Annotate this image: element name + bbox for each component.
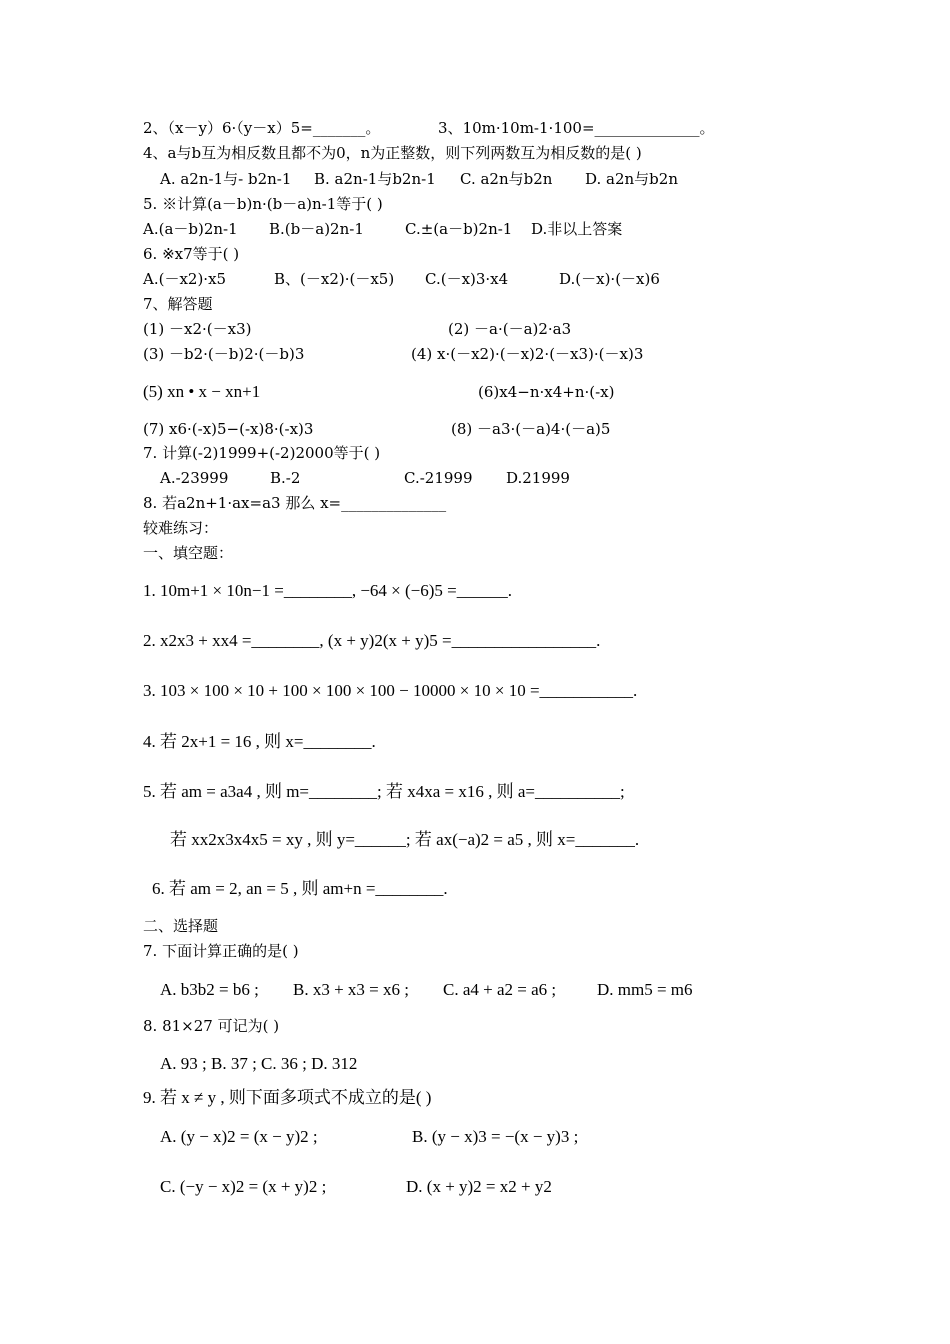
line-segment: 7. 下面计算正确的是( ): [143, 942, 299, 960]
option: A.-23999: [160, 469, 229, 487]
line-segment: 8. 81×27 可记为( ): [143, 1017, 280, 1035]
problem-line: [143, 195, 383, 213]
section-heading: [143, 519, 218, 537]
problem-line: [143, 245, 239, 263]
line-segment: 5. ※计算(a－b)n·(b－a)n-1等于( ): [143, 195, 383, 213]
option: B. (y − x)3 = −(x − y)3 ;: [412, 1127, 579, 1146]
option: D. mm5 = m6: [597, 980, 693, 999]
option-line: [143, 270, 660, 288]
line-segment: 二、选择题: [143, 917, 219, 935]
option: C.±(a－b)2n-1: [405, 220, 513, 238]
problem-line: [143, 444, 380, 462]
line-segment: 4. 若 2x+1 = 16 , 则 x=________.: [143, 732, 376, 751]
problem-line: [143, 144, 642, 162]
line-segment: 4、a与b互为相反数且都不为0，n为正整数，则下列两数互为相反数的是( ): [143, 144, 642, 162]
problem-line: [143, 345, 644, 363]
line-segment: 7. 计算(-2)1999+(-2)2000等于( ): [143, 444, 381, 462]
option: C. a4 + a2 = a6 ;: [443, 980, 557, 999]
line-segment: 6. ※x7等于( ): [143, 245, 240, 263]
option: B、(－x2)·(－x5): [274, 270, 395, 288]
line-segment: (1) －x2·(－x3): [143, 320, 252, 338]
problem-line: [143, 119, 715, 137]
line-segment: 9. 若 x ≠ y , 则下面多项式不成立的是( ): [143, 1088, 432, 1107]
option: D.21999: [506, 469, 570, 487]
line-segment: (6)x4−n·x4+n·(-x): [478, 383, 615, 401]
problem-line: [143, 632, 600, 650]
option: B. x3 + x3 = x6 ;: [293, 980, 409, 999]
option: A. a2n-1与- b2n-1: [160, 170, 292, 188]
line-segment: 2. x2x3 + xx4 =________, (x + y)2(x + y)5 =_________________.: [143, 631, 601, 650]
option: B.-2: [270, 469, 301, 487]
line-segment: (7) x6·(-x)5−(-x)8·(-x)3: [143, 420, 314, 438]
line-segment: 3、10m·10m-1·100=______________。: [438, 119, 715, 137]
option: A.(－x2)·x5: [143, 270, 227, 288]
problem-line: [143, 582, 512, 600]
line-segment: 一、填空题：: [143, 544, 234, 562]
section-heading: [143, 917, 218, 935]
problem-line: [152, 880, 448, 898]
option-line: [160, 1177, 552, 1196]
option-line: [160, 1055, 357, 1073]
option: A.(a－b)2n-1: [143, 220, 238, 238]
problem-line: [143, 382, 615, 401]
problem-line: [143, 494, 446, 512]
option: C.(－x)3·x4: [425, 270, 509, 288]
section-heading: [143, 295, 213, 313]
line-segment: 较难练习：: [143, 519, 219, 537]
problem-line: [143, 733, 376, 751]
line-segment: 6. 若 am = 2, an = 5 , 则 am+n =________.: [152, 879, 448, 898]
option-line: [160, 1127, 579, 1146]
line-segment: (3) －b2·(－b)2·(－b)3: [143, 345, 305, 363]
line-segment: 8. 若a2n+1·ax=a3 那么 x=______________: [143, 494, 447, 512]
problem-line: [170, 831, 639, 849]
section-heading: [143, 544, 233, 562]
problem-line: [143, 320, 572, 338]
line-segment: 若 xx2x3x4x5 = xy , 则 y=______; 若 ax(−a)2 = a5 , 则 x=_______.: [170, 830, 640, 849]
line-segment: (4) x·(－x2)·(－x)2·(－x3)·(－x)3: [411, 345, 644, 363]
problem-line: [143, 1089, 431, 1107]
line-segment: 1. 10m+1 × 10n−1 =________, −64 × (−6)5 =______.: [143, 581, 512, 600]
problem-line: [143, 1017, 279, 1035]
problem-line: [143, 783, 625, 801]
line-segment: 5. 若 am = a3a4 , 则 m=________; 若 x4xa = x16 , 则 a=__________;: [143, 782, 625, 801]
line-segment: 2、（x－y）6·（y－x）5=_______。: [143, 119, 381, 137]
option-line: [160, 980, 693, 999]
option: D.非以上答案: [531, 220, 623, 238]
problem-line: [143, 682, 637, 700]
option: A. (y − x)2 = (x − y)2 ;: [160, 1127, 318, 1146]
option: D. a2n与b2n: [585, 170, 678, 188]
line-segment: 3. 103 × 100 × 10 + 100 × 100 × 100 − 10000 × 10 × 10 =___________.: [143, 681, 638, 700]
option: B.(b－a)2n-1: [269, 220, 364, 238]
option: B. a2n-1与b2n-1: [314, 170, 436, 188]
option: C. (−y − x)2 = (x + y)2 ;: [160, 1177, 327, 1196]
problem-line: [143, 942, 299, 960]
option-line: [160, 170, 678, 188]
line-segment: (8) －a3·(－a)4·(－a)5: [451, 420, 611, 438]
option: C. a2n与b2n: [460, 170, 553, 188]
option: D.(－x)·(－x)6: [559, 270, 660, 288]
line-segment: 7、解答题: [143, 295, 213, 313]
option: A. b3b2 = b6 ;: [160, 980, 259, 999]
line-segment: (5) xn • x − xn+1: [143, 382, 261, 401]
problem-line: [143, 420, 611, 438]
line-segment: A. 93 ; B. 37 ; C. 36 ; D. 312: [160, 1054, 358, 1073]
option: D. (x + y)2 = x2 + y2: [406, 1177, 552, 1196]
option-line: [160, 469, 570, 487]
option-line: [143, 220, 623, 238]
option: C.-21999: [404, 469, 473, 487]
line-segment: (2) －a·(－a)2·a3: [448, 320, 572, 338]
